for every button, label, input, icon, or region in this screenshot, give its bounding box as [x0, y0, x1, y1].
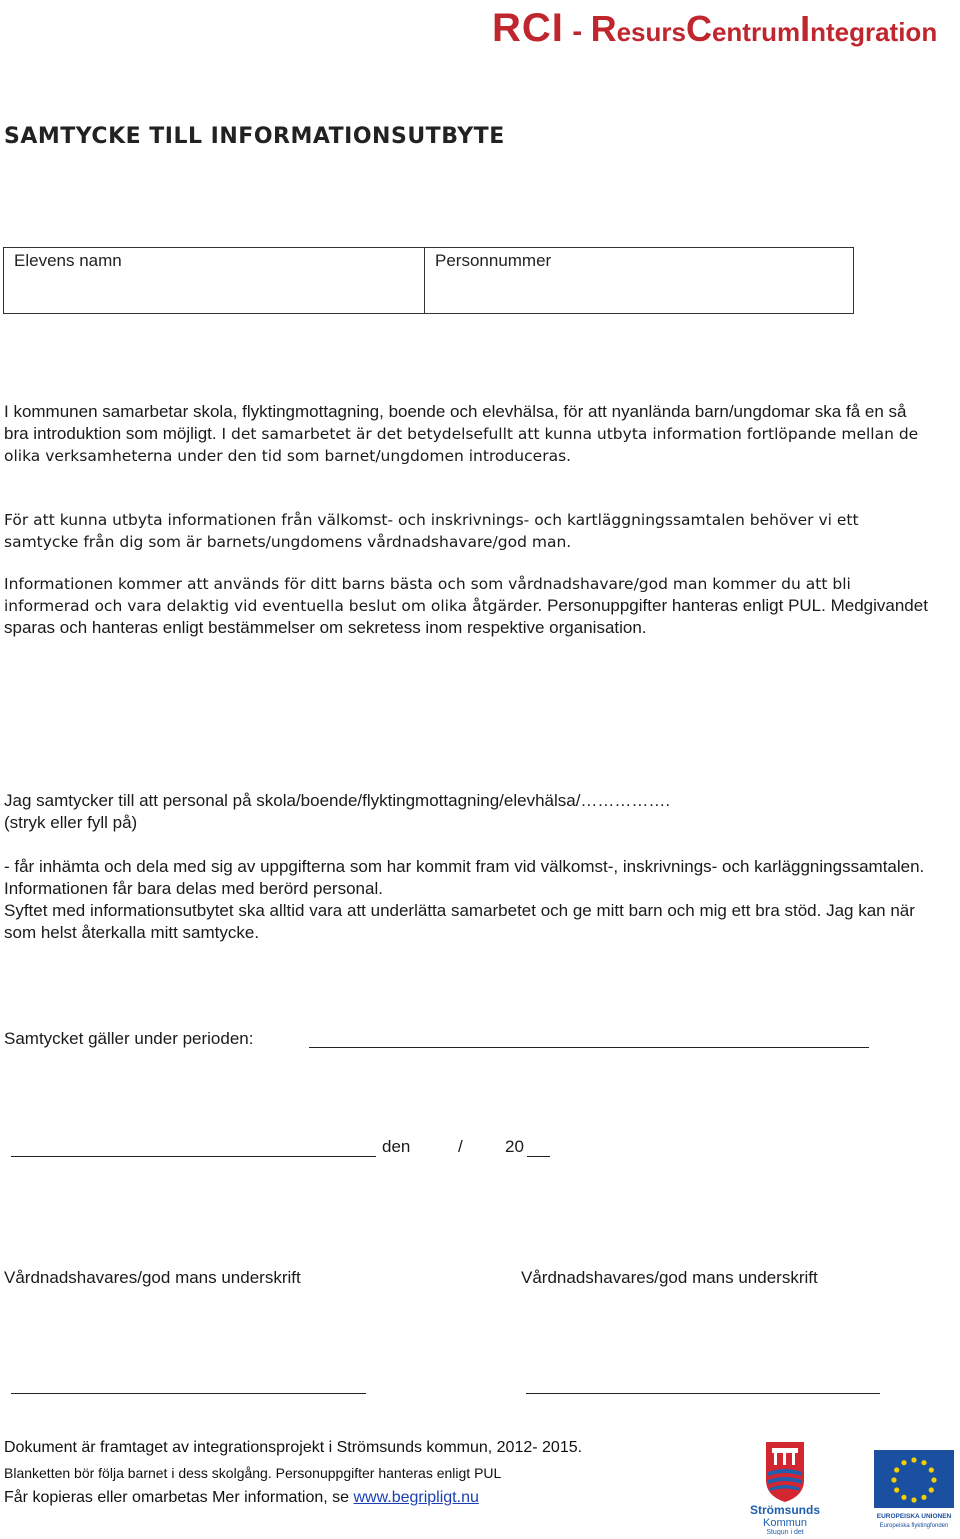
logo-entrum: entrum	[711, 17, 801, 47]
consent-need-paragraph: För att kunna utbyta informationen från välkomst- och inskrivnings- och kartläggningssamtalen behöver vi ett samtycke från dig som är barnets/ungdomens vårdnadshavare/god man.	[4, 511, 859, 551]
year-input-line[interactable]	[527, 1156, 550, 1157]
signature-label-right: Vårdnadshavares/god mans underskrift	[521, 1268, 818, 1287]
date-den: den	[382, 1137, 411, 1156]
date-year-prefix: 20	[505, 1137, 524, 1156]
logo-dash: -	[563, 15, 591, 48]
place-input-line[interactable]	[11, 1156, 376, 1157]
eu-flag-icon	[872, 1448, 956, 1530]
student-name-label: Elevens namn	[14, 251, 122, 270]
logo-r: R	[590, 8, 617, 49]
consent-statement	[4, 790, 934, 834]
personal-number-label: Personnummer	[435, 251, 552, 270]
consent-bullet: - får inhämta och dela med sig av uppgifterna som har kommit fram vid välkomst-, inskrivnings- och karläggningssamtalen. Informationen får bara delas med berörd personal.	[4, 857, 925, 898]
eu-line1: EUROPEISKA UNIONEN	[876, 1513, 952, 1520]
crest-name1: Strömsunds	[749, 1503, 821, 1517]
footer-line3-text: Får kopieras eller omarbetas Mer information, se	[4, 1489, 354, 1506]
personal-number-field[interactable]	[425, 248, 854, 314]
logo-rci: RCI	[492, 6, 564, 50]
logo-ntegration: ntegration	[810, 17, 938, 47]
intro-paragraph	[4, 401, 934, 467]
stromsund-crest-logo	[746, 1440, 824, 1535]
footer-line3	[4, 1489, 479, 1507]
website-link[interactable]: www.begripligt.nu	[353, 1489, 479, 1506]
consent-statement-line1: Jag samtycker till att personal på skola/boende/flyktingmottagning/elevhälsa/…………….	[4, 791, 671, 810]
logo-esurs: esurs	[616, 17, 686, 47]
information-use-part2: Personuppgifter hanteras enligt PUL. Medgivandet sparas och hanteras enligt bestämmelser om sekretess inom respektive organisation.	[4, 596, 928, 637]
signature-line-right[interactable]	[526, 1393, 880, 1394]
page-title: SAMTYCKE TILL INFORMATIONSUTBYTE	[4, 124, 505, 149]
crest-icon	[746, 1440, 824, 1535]
rci-logo	[492, 6, 938, 58]
consent-statement-line2: (stryk eller fyll på)	[4, 813, 138, 832]
crest-sub: Stugun i det	[766, 1529, 804, 1535]
information-use-paragraph	[4, 573, 934, 639]
logo-i: I	[800, 8, 811, 49]
logo-c: C	[685, 8, 712, 49]
student-info-table	[3, 247, 854, 314]
signature-label-left: Vårdnadshavares/god mans underskrift	[4, 1268, 301, 1287]
period-input-line[interactable]	[309, 1047, 869, 1048]
intro-paragraph-part1: I kommunen samarbetar skola, flyktingmottagning, boende och elevhälsa, för att nyanlända barn/ungdomar ska få en så bra introduktion som möjligt.	[4, 402, 907, 443]
intro-paragraph-part2: I det samarbetet är det betydelsefullt att kunna utbyta information fortlöpande mellan de olika verksamheterna under den tid som barnet/ungdomen introduceras.	[4, 425, 919, 465]
signature-line-left[interactable]	[11, 1393, 366, 1394]
crest-name2: Kommun	[762, 1517, 808, 1529]
information-use-part1: Informationen kommer att används för ditt barns bästa och som vårdnadshavare/god man kommer du att bli informerad och vara delaktig vid eventuella beslut om olika åtgärder.	[4, 575, 851, 615]
date-slash: /	[458, 1137, 463, 1156]
eu-line2: Europeiska flyktingfonden	[879, 1523, 949, 1529]
student-name-field[interactable]	[4, 248, 425, 314]
period-label: Samtycket gäller under perioden:	[4, 1029, 254, 1048]
consent-details	[4, 856, 934, 944]
footer-line2: Blanketten bör följa barnet i dess skolgång. Personuppgifter hanteras enligt PUL	[4, 1465, 502, 1481]
eu-flag-logo	[872, 1448, 956, 1530]
footer-line1: Dokument är framtaget av integrationsprojekt i Strömsunds kommun, 2012- 2015.	[4, 1439, 583, 1456]
consent-purpose: Syftet med informationsutbytet ska alltid vara att underlätta samarbetet och ge mitt barn och mig ett bra stöd. Jag kan när som helst återkalla mitt samtycke.	[4, 901, 915, 942]
